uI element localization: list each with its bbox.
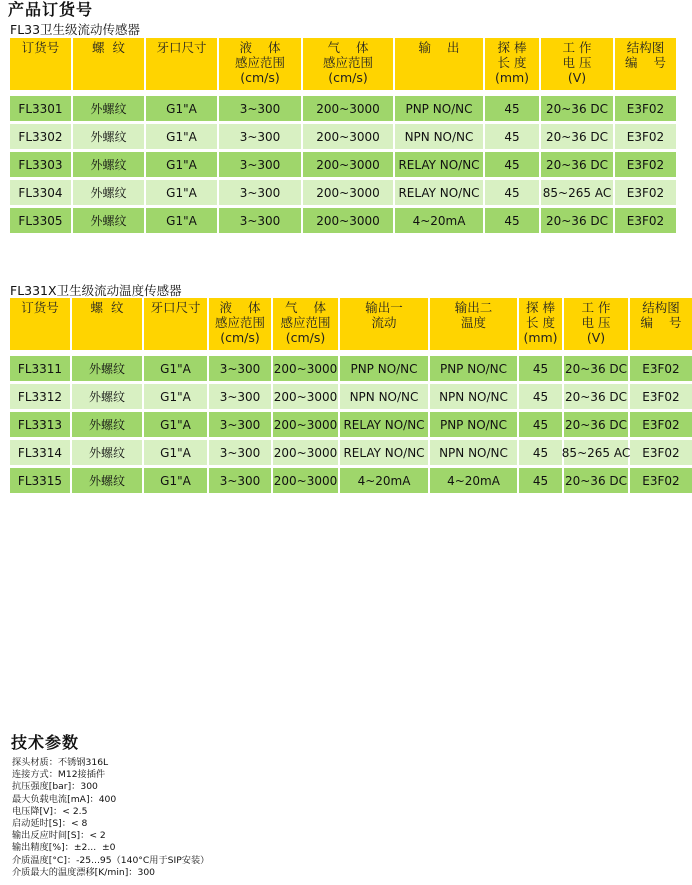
header-line: 订货号 [21,40,60,55]
table2-cell-drawing-no: E3F02 [630,412,692,437]
tech-param-line: 抗压强度[bar]：300 [12,781,98,793]
table1 [10,38,676,233]
table2-cell-thread: 外螺纹 [72,412,142,437]
table2-cell-output2: NPN NO/NC [430,384,517,409]
table2-header-probe-length [519,298,562,350]
table2-col-output2 [430,298,517,493]
table2-cell-thread-size: G1"A [144,356,207,381]
table2-cell-drawing-no: E3F02 [630,356,692,381]
table1-cell-thread-size: G1"A [146,208,217,233]
header-line: 气 体 [327,40,369,55]
table2-col-order-no [10,298,70,493]
table2-header-thread [72,298,142,350]
table1-cell-order-no: FL3302 [10,124,71,149]
tech-param-line: 输出反应时间[S]：< 2 [12,830,106,842]
header-line: 探 棒 [497,40,527,55]
table1-cell-thread: 外螺纹 [73,152,144,177]
table1-cell-drawing-no: E3F02 [615,124,676,149]
header-line: 螺 纹 [90,300,124,315]
table1-cell-drawing-no: E3F02 [615,96,676,121]
header-line: 液 体 [239,40,281,55]
table2-cell-voltage: 20~36 DC [564,412,628,437]
table1-cell-drawing-no: E3F02 [615,180,676,205]
header-line: 流动 [371,315,397,330]
tech-param-line: 探头材质：不锈钢316L [12,757,109,768]
tech-section-title: 技术参数 [11,733,80,752]
table2-cell-order-no: FL3315 [10,468,70,493]
table2-header-liquid-range [209,298,271,350]
tech-param-line: 启动延时[S]：< 8 [12,818,88,830]
header-line: 输出一 [365,300,403,315]
header-line: 订货号 [21,300,59,315]
table1-col-thread [73,38,144,233]
table1-cell-thread: 外螺纹 [73,124,144,149]
table1-header-order-no [10,38,71,90]
table2-header-drawing-no [630,298,692,350]
header-line: 感应范围 [234,55,285,70]
table2-cell-thread-size: G1"A [144,440,207,465]
table1-header-output [395,38,483,90]
table1-cell-output: RELAY NO/NC [395,152,483,177]
table1-header-probe-length [485,38,539,90]
tech-param-line: 介质温度[°C]：-25...95（140°C用于SIP安装） [12,854,210,866]
header-line: 电 压 [562,55,592,70]
header-line: 牙口尺寸 [150,300,201,315]
table2-cell-output2: PNP NO/NC [430,356,517,381]
table2-cell-gas-range: 200~3000 [273,356,338,381]
table2-cell-voltage: 20~36 DC [564,356,628,381]
table1-cell-probe-length: 45 [485,96,539,121]
table2-cell-liquid-range: 3~300 [209,468,271,493]
table1-cell-order-no: FL3301 [10,96,71,121]
table1-cell-order-no: FL3303 [10,152,71,177]
table1-cell-drawing-no: E3F02 [615,152,676,177]
header-line: 长 度 [497,55,527,70]
table2-cell-output2: NPN NO/NC [430,440,517,465]
table1-cell-output: PNP NO/NC [395,96,483,121]
header-line: (mm) [494,70,530,85]
table2-cell-output1: PNP NO/NC [340,356,428,381]
table1-cell-voltage: 20~36 DC [541,208,613,233]
table1-cell-liquid-range: 3~300 [219,96,301,121]
tech-param-line: 电压降[V]：< 2.5 [12,805,88,817]
table2-col-drawing-no [630,298,692,493]
table1-cell-voltage: 20~36 DC [541,124,613,149]
table1-cell-output: 4~20mA [395,208,483,233]
table1-cell-liquid-range: 3~300 [219,208,301,233]
header-line: (mm) [523,330,558,345]
table1-cell-thread: 外螺纹 [73,96,144,121]
table1-col-order-no [10,38,71,233]
tech-param-line: 介质最大的温度漂移[K/min]：300 [12,866,156,878]
table2-cell-thread-size: G1"A [144,412,207,437]
table1-cell-voltage: 85~265 AC [541,180,613,205]
table1-cell-thread: 外螺纹 [73,208,144,233]
table2-cell-gas-range: 200~3000 [273,468,338,493]
table1-cell-output: NPN NO/NC [395,124,483,149]
header-line: 感应范围 [214,315,265,330]
table1-cell-probe-length: 45 [485,124,539,149]
table1-cell-gas-range: 200~3000 [303,208,393,233]
header-line: (V) [567,70,587,85]
table2-cell-probe-length: 45 [519,356,562,381]
table2-cell-drawing-no: E3F02 [630,384,692,409]
header-line: 牙口尺寸 [156,40,207,55]
table2-cell-order-no: FL3311 [10,356,70,381]
table2-cell-output1: 4~20mA [340,468,428,493]
table2-cell-probe-length: 45 [519,468,562,493]
table1-cell-gas-range: 200~3000 [303,124,393,149]
table2-cell-gas-range: 200~3000 [273,384,338,409]
table1-cell-output: RELAY NO/NC [395,180,483,205]
table2-cell-voltage: 20~36 DC [564,468,628,493]
table1-cell-probe-length: 45 [485,152,539,177]
table2 [10,298,692,493]
table2-cell-liquid-range: 3~300 [209,440,271,465]
table1-col-thread-size [146,38,217,233]
table2-cell-thread-size: G1"A [144,384,207,409]
header-line: 探 棒 [526,300,555,315]
table2-title: FL331X卫生级流动温度传感器 [10,283,182,298]
table1-col-liquid-range [219,38,301,233]
table2-cell-voltage: 85~265 AC [564,440,628,465]
header-line: (cm/s) [240,70,280,85]
table2-cell-output1: NPN NO/NC [340,384,428,409]
table2-cell-thread-size: G1"A [144,468,207,493]
table1-cell-thread-size: G1"A [146,96,217,121]
table2-cell-thread: 外螺纹 [72,384,142,409]
table1-cell-drawing-no: E3F02 [615,208,676,233]
table1-header-drawing-no [615,38,676,90]
table2-cell-probe-length: 45 [519,412,562,437]
header-line: 工 作 [581,300,611,315]
header-line: 编 号 [640,315,682,330]
table2-cell-gas-range: 200~3000 [273,412,338,437]
table2-cell-output2: 4~20mA [430,468,517,493]
table1-cell-thread-size: G1"A [146,124,217,149]
table1-header-thread [73,38,144,90]
table1-cell-voltage: 20~36 DC [541,96,613,121]
tech-param-line: 最大负载电流[mA]：400 [12,793,117,805]
table2-cell-probe-length: 45 [519,384,562,409]
header-line: 螺 纹 [92,40,125,55]
table1-cell-order-no: FL3305 [10,208,71,233]
table1-col-probe-length [485,38,539,233]
table2-col-probe-length [519,298,562,493]
table2-cell-liquid-range: 3~300 [209,412,271,437]
header-line: (cm/s) [285,330,326,345]
table1-col-output [395,38,483,233]
table1-cell-liquid-range: 3~300 [219,152,301,177]
header-line: 结构图 [642,300,680,315]
table2-cell-output2: PNP NO/NC [430,412,517,437]
table2-cell-output1: RELAY NO/NC [340,440,428,465]
table1-cell-thread-size: G1"A [146,180,217,205]
tech-param-line: 输出精度[%]：±2... ±0 [12,842,116,854]
table2-header-output1 [340,298,428,350]
header-line: 感应范围 [280,315,331,330]
table2-cell-gas-range: 200~3000 [273,440,338,465]
table2-col-thread [72,298,142,493]
table2-cell-thread: 外螺纹 [72,356,142,381]
table1-cell-voltage: 20~36 DC [541,152,613,177]
table1-col-gas-range [303,38,393,233]
table1-col-drawing-no [615,38,676,233]
header-line: 结构图 [626,40,665,55]
table2-header-thread-size [144,298,207,350]
header-line: 输 出 [418,40,460,55]
table2-cell-drawing-no: E3F02 [630,440,692,465]
table2-cell-thread: 外螺纹 [72,468,142,493]
table1-col-voltage [541,38,613,233]
table1-cell-gas-range: 200~3000 [303,152,393,177]
table2-header-output2 [430,298,517,350]
header-line: (cm/s) [328,70,368,85]
table2-col-liquid-range [209,298,271,493]
table2-cell-drawing-no: E3F02 [630,468,692,493]
table2-cell-order-no: FL3313 [10,412,70,437]
table2-cell-order-no: FL3312 [10,384,70,409]
table2-cell-liquid-range: 3~300 [209,384,271,409]
table1-header-thread-size [146,38,217,90]
header-line: 气 体 [285,300,326,315]
table1-header-voltage [541,38,613,90]
header-line: 输出二 [454,300,493,315]
table1-cell-gas-range: 200~3000 [303,180,393,205]
table2-cell-order-no: FL3314 [10,440,70,465]
tech-param-line: 连接方式：M12接插件 [12,769,106,781]
header-line: 工 作 [562,40,592,55]
table1-header-liquid-range [219,38,301,90]
table1-cell-order-no: FL3304 [10,180,71,205]
header-line: 编 号 [625,55,666,70]
table2-header-voltage [564,298,628,350]
page-title: 产品订货号 [8,0,94,19]
table1-cell-liquid-range: 3~300 [219,180,301,205]
table2-cell-probe-length: 45 [519,440,562,465]
header-line: 电 压 [581,315,611,330]
table1-header-gas-range [303,38,393,90]
table2-cell-thread: 外螺纹 [72,440,142,465]
header-line: 长 度 [526,315,555,330]
table2-cell-liquid-range: 3~300 [209,356,271,381]
header-line: 温度 [460,315,486,330]
table1-cell-thread: 外螺纹 [73,180,144,205]
header-line: (V) [586,330,606,345]
table2-header-gas-range [273,298,338,350]
table1-cell-thread-size: G1"A [146,152,217,177]
table1-cell-probe-length: 45 [485,208,539,233]
table2-header-order-no [10,298,70,350]
header-line: 液 体 [219,300,261,315]
table1-title: FL33卫生级流动传感器 [10,22,141,37]
table2-col-gas-range [273,298,338,493]
table1-cell-probe-length: 45 [485,180,539,205]
tech-params-list [12,757,209,879]
table1-cell-gas-range: 200~3000 [303,96,393,121]
table1-cell-liquid-range: 3~300 [219,124,301,149]
table2-col-output1 [340,298,428,493]
table2-col-voltage [561,298,631,493]
table2-cell-output1: RELAY NO/NC [340,412,428,437]
header-line: (cm/s) [220,330,260,345]
table2-col-thread-size [144,298,207,493]
header-line: 感应范围 [322,55,373,70]
table2-cell-voltage: 20~36 DC [564,384,628,409]
